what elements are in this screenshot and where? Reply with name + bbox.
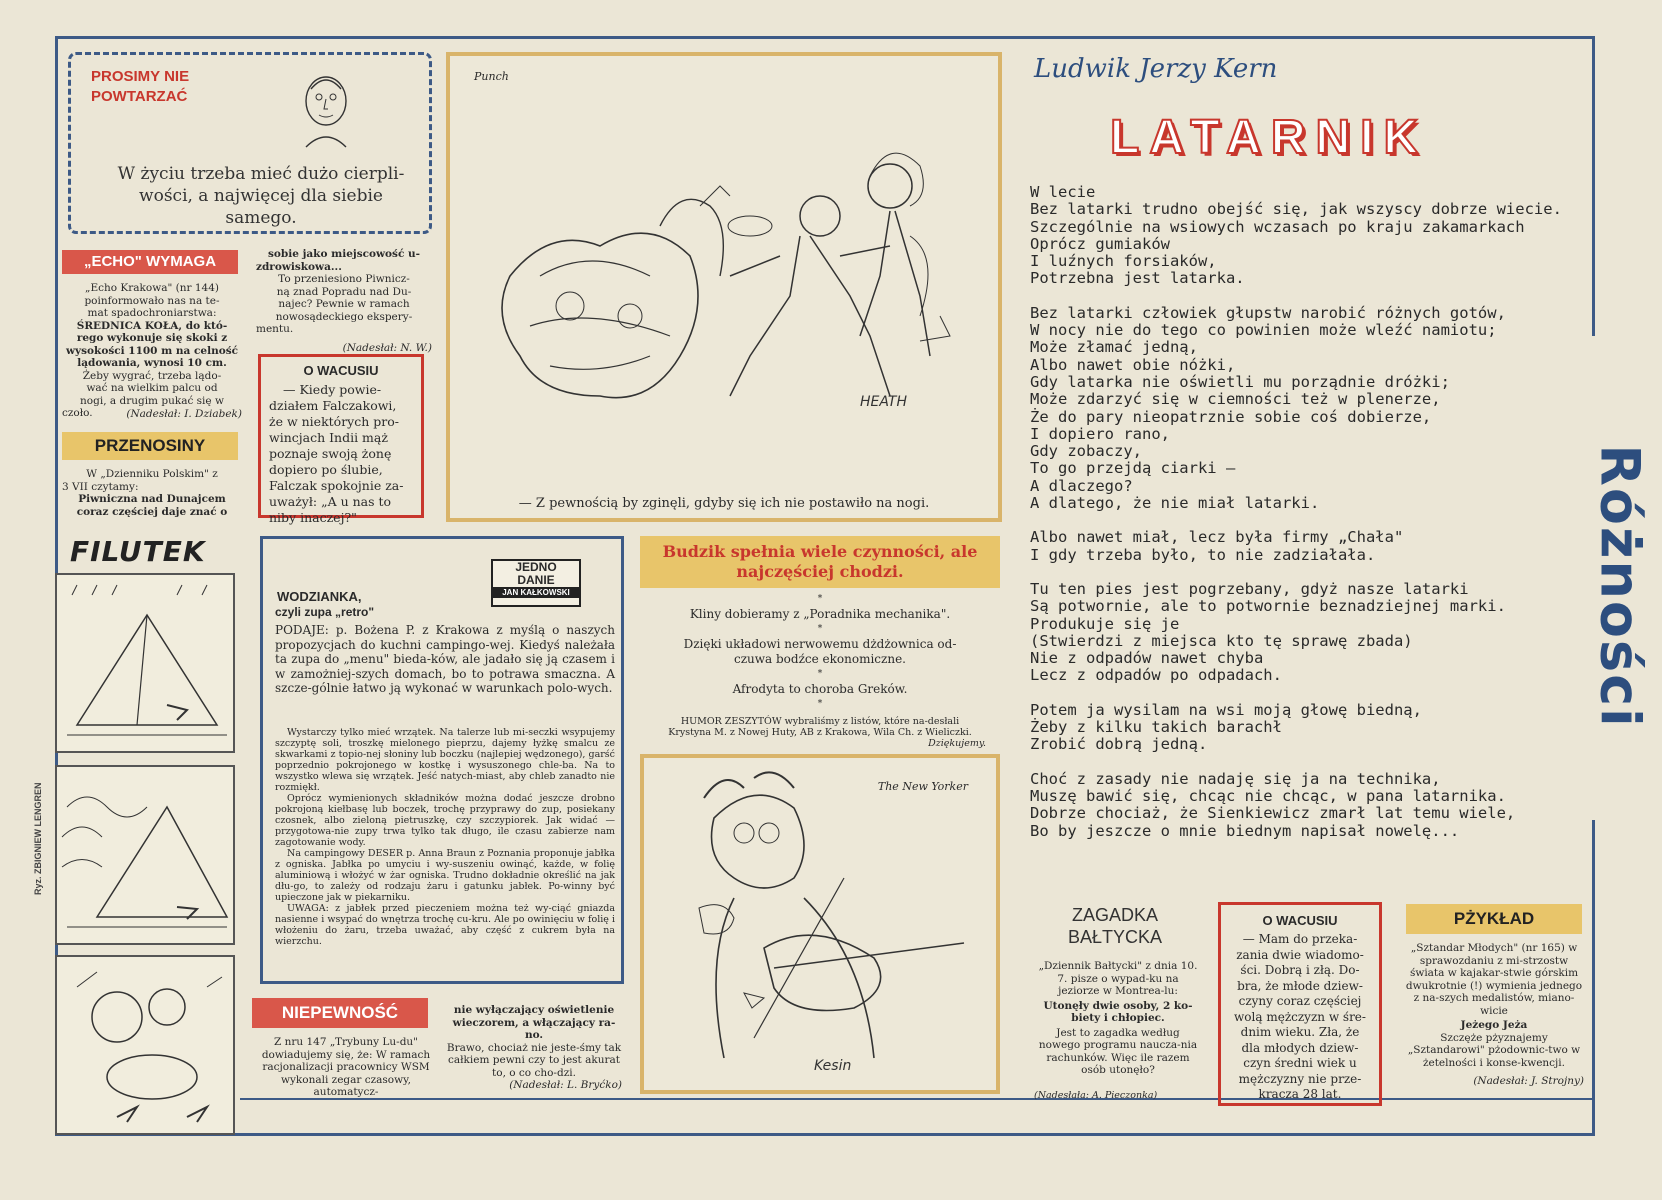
tent-wind-sketch-icon <box>57 767 233 943</box>
poem-line: Bo by jeszcze o mnie biednym napisał nowelę... <box>1030 821 1460 840</box>
poem-line: Tu ten pies jest pogrzebany, gdyż nasze latarki <box>1030 579 1469 598</box>
wacus1-line: uważył: „A u nas to <box>269 494 392 509</box>
poem-line: I gdy trzeba było, to nie zadziałała. <box>1030 545 1376 564</box>
poem-stanza <box>1030 581 1590 685</box>
echo-line: wysokości 1100 m na celność <box>65 344 239 357</box>
wacus1-heading: O WACUSIU <box>303 363 379 378</box>
echo-line: mat spadochroniarstwa: <box>87 307 217 319</box>
niepewnosc-col2a: nie wyłączający oświetlenie wieczorem, a włączający ra-no. <box>452 1004 616 1041</box>
punch-cartoon <box>446 52 1002 522</box>
wacus1-box <box>258 354 424 525</box>
newyorker-artist: Kesin <box>814 1058 852 1074</box>
zagadka-text <box>1036 960 1200 1077</box>
sidebar-title: Różności <box>1588 444 1652 729</box>
echo-text <box>62 282 242 420</box>
poem-line: Albo nawet miał, lecz była firmy „Chała" <box>1030 528 1404 547</box>
bottom-rule <box>240 1098 1595 1100</box>
poem-line: Lecz z odpadów po odpadach. <box>1030 666 1282 685</box>
latarnik-poem <box>1030 184 1590 857</box>
poem-stanza <box>1030 184 1590 288</box>
poem-line: Potrzebna jest latarka. <box>1030 269 1245 288</box>
poem-line: (Stwierdzi z miejsca kto tę sprawę zbada) <box>1030 631 1413 650</box>
pzyklad-signature: (Nadesłał: J. Strojny) <box>1473 1075 1584 1087</box>
prosimy-text <box>101 163 421 229</box>
niepewnosc-col2 <box>446 1004 622 1092</box>
jedno-danie-badge <box>491 559 581 607</box>
wacus2-text: — Mam do przeka-zania dwie wiadomo-ści. Dobrą i złą. Do-bra, że młode dziew-czyny coraz częściej wolą mężczyzn w śre-dnim wieku. Zła, że dla młodych dziew-czyn średni wiek u mężczyzny nie prze-kracza 28 lat. <box>1234 932 1366 1101</box>
poem-line: I luźnych forsiaków, <box>1030 252 1217 271</box>
pzyklad-paragraph: „Sztandar Młodych" (nr 165) w sprawozdaniu z mi-strzostw świata w kajakar-stwie górskim dwukrotnie (!) wymienia jednego z na-szych medalistów, miano-wicie <box>1405 942 1583 1017</box>
przenosiny-line: coraz częściej daje znać o <box>76 505 228 518</box>
zagadka-title-line: BAŁTYCKA <box>1067 927 1163 947</box>
echo-line: Żeby wygrać, trzeba lądo- <box>82 369 222 382</box>
prosimy-heading <box>91 67 189 107</box>
badge-line: JAN KAŁKOWSKI <box>493 587 579 598</box>
sidebar-title-area <box>1580 340 1650 820</box>
zagadka-title-line: ZAGADKA <box>1071 905 1159 925</box>
budzik-item: Afrodyta to choroba Greków. <box>732 682 908 696</box>
echo-line: ŚREDNICA KOŁA, do któ- <box>76 319 228 332</box>
wacus1-text <box>261 378 421 526</box>
wodzianka-body <box>275 727 615 947</box>
przenosiny-line: Piwniczna nad Dunajcem <box>78 493 226 505</box>
poem-line: A dlaczego? <box>1030 476 1133 495</box>
newyorker-source: The New Yorker <box>877 780 968 793</box>
poem-stanza <box>1030 305 1590 513</box>
pzyklad-name: Jeżego Jeża <box>1460 1019 1528 1031</box>
sobie-line: To przeniesiono Piwnicz- <box>278 273 410 285</box>
newyorker-cartoon <box>640 754 1000 1094</box>
zagadka-signature: (Nadesłała: A. Pieczonka) <box>1034 1090 1158 1101</box>
echo-label: „ECHO" WYMAGA <box>62 250 238 274</box>
wodzianka-paragraph: Na campingowy DESER p. Anna Braun z Poznania proponuje jabłka z ogniska. Jabłka po umyciu i wy-suszeniu owinąć, każde, w folię aluminiową i włożyć w żar ogniska. Trudno dokładnie określić na jak dłu-go, to zależy od rodzaju żaru i gatunku jabłek. Po-winny być upieczone jak w piekarniku. <box>275 848 615 903</box>
poem-line: Może złamać jedną, <box>1030 338 1198 357</box>
wacus1-line: że w niektórych pro- <box>269 414 399 429</box>
prosimy-heading-line2: POWTARZAĆ <box>91 88 188 105</box>
wodzianka-paragraph: UWAGA: z jabłek przed pieczeniem można też wy-ciąć gniazda nasienne i wsypać do wnętrza trochę cu-kru. Ale po owinięciu w folię i włożeniu do żaru, trzeba uważać, aby część z cukrem była na wierzchu. <box>275 903 615 947</box>
budzik-box <box>640 536 1000 749</box>
prosimy-text-line1: W życiu trzeba mieć dużo cierpli- <box>117 164 405 184</box>
sobie-text <box>256 248 432 354</box>
budzik-items: * Kliny dobieramy z „Poradnika mechanika". * Dzięki układowi nerwowemu dżdżownica od-czuwa bodźce ekonomiczne. * Afrodyta to choroba Greków. * <box>640 588 1000 716</box>
poem-line: Dobrze chociaż, że Sienkiewicz zmarł lat temu wiele, <box>1030 804 1516 823</box>
wodzianka-paragraph: Wystarczy tylko mieć wrzątek. Na talerze lub mi-seczki wsypujemy szczyptę soli, troszkę mielonego pieprzu, dajemy łyżkę smalcu ze skwarkami z topio-nej słoniny lub boczku (najlepiej wędzonego), garść poprzednio pokrojonego w kostkę i wysuszonego chle-ba. Na to wszystko wlewa się wrzątek. Jeść natych-miast, aby chleb zanadto nie rozmiękł. <box>275 727 615 793</box>
poem-line: Szczególnie na wsiowych wczasach po kraju zakamarkach <box>1030 217 1525 236</box>
poem-line: To go przejdą ciarki — <box>1030 459 1236 478</box>
prosimy-box <box>68 52 432 234</box>
poem-line: A dlatego, że nie miał latarki. <box>1030 494 1320 513</box>
wacus1-line: poznaje swoją żonę <box>269 446 392 461</box>
zagadka-paragraph: Jest to zagadka według nowego programu naucza-nia rachunków. Więc ile razem osób utonęło? <box>1038 1026 1198 1076</box>
poem-line: Gdy zobaczy, <box>1030 442 1142 461</box>
wacus1-line: działem Falczakowi, <box>269 398 397 413</box>
echo-line: wać na wielkim palcu od <box>86 382 218 394</box>
echo-line: „Echo Krakowa" (nr 144) <box>85 282 219 294</box>
budzik-thanks: Dziękujemy. <box>928 738 986 749</box>
poem-line: Bez latarki trudno obejść się, jak wszyscy dobrze wiecie. <box>1030 200 1562 219</box>
niepewnosc-col1: Z nru 147 „Trybuny Lu-du" dowiadujemy się, że: W ramach racjonalizacji pracownicy WSM wykonali zegar czasowy, automatycz- <box>261 1036 431 1098</box>
wodzianka-title: WODZIANKA, <box>277 589 362 604</box>
przenosiny-text <box>62 468 242 518</box>
poem-line: Zrobić dobrą jedną. <box>1030 735 1208 754</box>
echo-signature: (Nadesłał: I. Dziabek) <box>126 407 242 420</box>
poem-line: W lecie <box>1030 183 1096 201</box>
sobie-line: mentu. <box>256 323 294 335</box>
sobie-line: najec? Pewnie w ramach <box>278 298 410 310</box>
wacus1-line: wincjach Indii mąż <box>269 430 388 445</box>
poem-line: Albo nawet obie nóżki, <box>1030 355 1236 374</box>
illustrator-credit: Ryz. ZBIGNIEW LENGREN <box>33 782 43 895</box>
filutek-title: FILUTEK <box>70 535 206 568</box>
filutek-panel-3 <box>55 955 235 1135</box>
echo-line: lądowania, wynosi 10 cm. <box>77 357 227 369</box>
przenosiny-line: 3 VII czytamy: <box>62 480 139 493</box>
poem-line: Oprócz gumiaków <box>1030 234 1170 253</box>
storm-sketch-icon <box>57 957 233 1133</box>
badge-line: JEDNO <box>515 560 557 574</box>
filutek-panel-2 <box>55 765 235 945</box>
poem-line: Może zdarzyć się w ciemności też w plenerze, <box>1030 390 1441 409</box>
tent-sketch-icon <box>57 575 233 751</box>
poem-stanza <box>1030 529 1590 564</box>
poem-line: Potem ja wysilam na wsi moją głowę biedną, <box>1030 700 1422 719</box>
frame-right-top <box>1592 36 1595 336</box>
poem-line: Są potwornie, ale to potwornie beznadziejnej marki. <box>1030 597 1506 616</box>
latarnik-title: LATARNIK <box>1110 111 1429 164</box>
poem-line: Bez latarki człowiek głupstw narobić różnych gotów, <box>1030 303 1506 322</box>
poem-line: Produkuje się je <box>1030 614 1180 633</box>
prosimy-text-line2: wości, a najwięcej dla siebie samego. <box>139 186 383 228</box>
niepewnosc-label: NIEPEWNOŚĆ <box>252 998 428 1028</box>
sobie-line: ną znad Popradu nad Du- <box>276 285 412 298</box>
poem-line: Żeby z kilku takich barachł <box>1030 718 1282 737</box>
niepewnosc-col2b: Brawo, chociaż nie jeste-śmy tak całkiem pewni czy to jest akurat to, o co cho-dzi. <box>446 1041 622 1079</box>
wodzianka-subtitle: czyli zupa „retro" <box>275 605 375 619</box>
badge-line: DANIE <box>517 573 555 587</box>
filutek-panel-1 <box>55 573 235 753</box>
prosimy-heading-line1: PROSIMY NIE <box>91 68 190 85</box>
wacus2-heading: O WACUSIU <box>1262 913 1338 928</box>
wodzianka-box <box>260 536 624 984</box>
przenosiny-line: W „Dzienniku Polskim" z <box>86 468 218 480</box>
zagadka-title <box>1030 904 1200 948</box>
poem-stanza <box>1030 771 1590 840</box>
echo-line: czoło. <box>62 407 93 419</box>
echo-line: rego wykonuje się skoki z <box>76 332 228 344</box>
poem-line: W nocy nie do tego co powinien może wleźć namiotu; <box>1030 321 1497 340</box>
poem-line: Choć z zasady nie nadaję się ja na technika, <box>1030 769 1441 788</box>
violinist-drawing <box>644 758 996 1088</box>
cartoon-artist: HEATH <box>860 394 908 410</box>
cartoon-drawing <box>450 76 998 496</box>
sobie-line: sobie jako miejscowość u- <box>268 248 420 260</box>
pzyklad-label: PŻYKŁAD <box>1406 904 1582 934</box>
wacus2-box <box>1218 902 1382 1106</box>
budzik-item: Kliny dobieramy z „Poradnika mechanika". <box>689 607 951 621</box>
wodzianka-paragraph: Oprócz wymienionych składników można dodać jeszcze drobno pokrojoną kiełbasę lub boczek, trochę przyprawy do zup, posiekany czosnek, albo zieloną pietruszkę, czy szczypiorek. Jak widać — przygotowa-nie zupy trwa tylko tak długo, ile czasu zabierze nam zagotowanie wody. <box>275 793 615 848</box>
pzyklad-text <box>1404 942 1584 1088</box>
punch-caption: — Z pewnością by zginęli, gdyby się ich nie postawiło na nogi. <box>518 496 930 511</box>
wacus1-line: Falczak spokojnie za- <box>269 478 404 493</box>
wodzianka-intro: PODAJE: p. Bożena P. z Krakowa z myślą o naszych propozycjach do kuchni campingo-wej. Kiedyś należała ta zupa do „menu" bieda-ków, ale jadało się ją czasem i w zamożniej-szych domach, bo to potrawa smaczna. A szcze-gólnie łatwo ją wykonać w warunkach polo-wych. <box>275 623 615 695</box>
poem-line: Gdy latarka nie oświetli mu porządnie dróżki; <box>1030 372 1450 391</box>
poem-line: Nie z odpadów nawet chyba <box>1030 649 1264 668</box>
budzik-footer: HUMOR ZESZYTÓW wybraliśmy z listów, które na-desłali Krystyna M. z Nowej Huty, AB z Krakowa, Wila Ch. z Wieliczki. <box>668 716 972 738</box>
budzik-heading: Budzik spełnia wiele czynności, ale najczęściej chodzi. <box>640 536 1000 588</box>
pzyklad-paragraph: Szczęże pżyznajemy „Sztandarowi" pżodownic-two w żetelności i konse-kwencji. <box>1407 1031 1581 1069</box>
frame-right-bottom <box>1592 820 1595 1136</box>
sobie-line: nowosądeckiego ekspery- <box>275 310 413 323</box>
poem-line: Muszę bawić się, chcąc nie chcąc, w pana latarnika. <box>1030 786 1506 805</box>
echo-line: nogi, a drugim pukać się w <box>80 394 224 407</box>
sobie-line: zdrowiskowa... <box>256 260 342 273</box>
sobie-signature: (Nadesłał: N. W.) <box>342 341 432 354</box>
wacus1-line: niby inaczej?" <box>269 510 357 525</box>
latarnik-author: Ludwik Jerzy Kern <box>1034 54 1278 84</box>
punch-source: Punch <box>474 70 509 83</box>
poem-line: I dopiero rano, <box>1030 424 1170 443</box>
niepewnosc-signature: (Nadesłał: L. Bryćko) <box>509 1079 622 1091</box>
poem-stanza <box>1030 702 1590 754</box>
echo-line: poinformowało nas na te- <box>84 294 220 307</box>
zagadka-paragraph: „Dziennik Bałtycki" z dnia 10. 7. pisze o wypad-ku na jeziorze w Montrea-lu: <box>1038 960 1198 997</box>
wacus1-line: dopiero po ślubie, <box>269 462 383 477</box>
przenosiny-label: PRZENOSINY <box>62 432 238 460</box>
credit-area <box>28 700 48 900</box>
zagadka-paragraph: Utonęły dwie osoby, 2 ko-biety i chłopiec. <box>1043 999 1193 1024</box>
budzik-item: Dzięki układowi nerwowemu dżdżownica od-czuwa bodźce ekonomiczne. <box>683 637 957 666</box>
wacus1-line: — Kiedy powie- <box>283 382 382 397</box>
face-sketch-icon <box>291 69 361 149</box>
poem-line: Że do pary nieopatrznie sobie coś dobierze, <box>1030 407 1432 426</box>
